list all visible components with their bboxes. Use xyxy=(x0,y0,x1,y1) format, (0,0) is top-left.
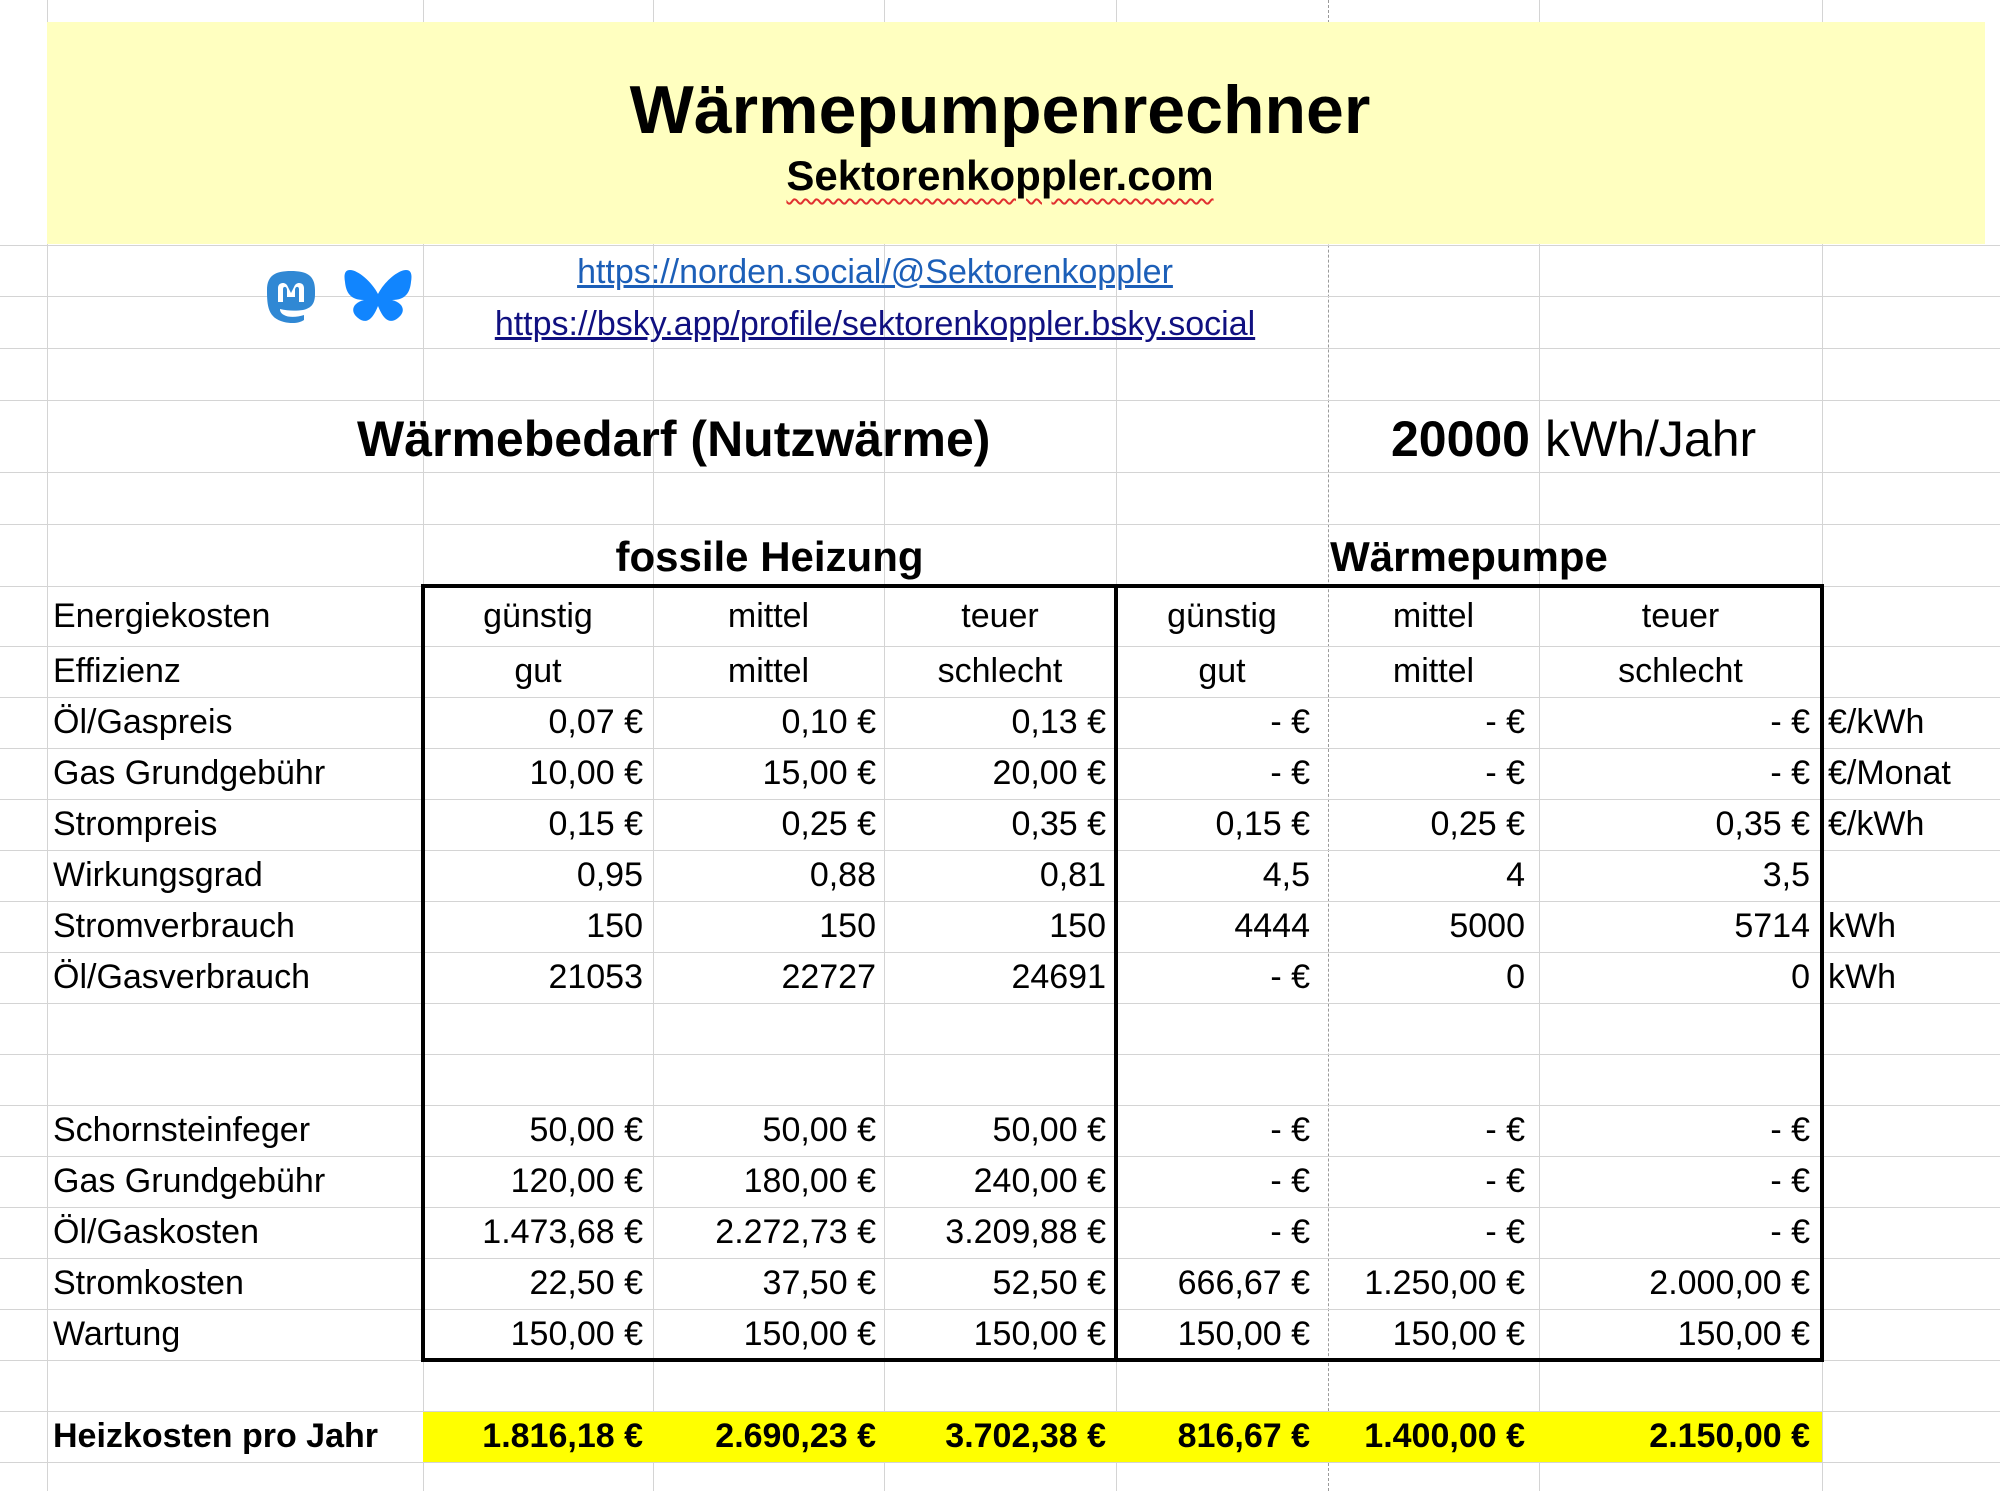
value-cell[interactable]: 5714 xyxy=(1734,907,1810,945)
value-cell[interactable]: 0,35 € xyxy=(1715,805,1810,843)
group-header-heatpump: Wärmepumpe xyxy=(1330,533,1608,580)
value-cell[interactable]: - € xyxy=(1485,703,1525,741)
value-cell[interactable]: 0 xyxy=(1791,958,1810,996)
value-cell: - € xyxy=(1485,1111,1525,1149)
unit-cell: €/kWh xyxy=(1828,805,1925,843)
value-cell: 180,00 € xyxy=(743,1162,876,1200)
value-cell: 666,67 € xyxy=(1177,1264,1310,1302)
row-label: Gas Grundgebühr xyxy=(53,1162,326,1200)
value-cell[interactable]: 22727 xyxy=(781,958,876,996)
value-cell: 1.473,68 € xyxy=(482,1213,643,1251)
value-cell[interactable]: 0,25 € xyxy=(1430,805,1525,843)
value-cell[interactable]: 10,00 € xyxy=(529,754,643,792)
value-cell[interactable]: 0,88 xyxy=(809,856,876,894)
value-cell: 150,00 € xyxy=(1677,1315,1810,1353)
grid-row-line xyxy=(0,245,2000,246)
total-cell: 2.150,00 € xyxy=(1649,1417,1810,1455)
value-cell[interactable]: 3,5 xyxy=(1762,856,1810,894)
value-cell: 2.272,73 € xyxy=(715,1213,876,1251)
value-cell: - € xyxy=(1770,1111,1810,1149)
value-cell[interactable]: - € xyxy=(1270,703,1310,741)
value-cell[interactable]: 0,25 € xyxy=(781,805,876,843)
value-cell[interactable]: 0,13 € xyxy=(1011,703,1106,741)
value-cell[interactable]: 24691 xyxy=(1011,958,1106,996)
value-cell: 50,00 € xyxy=(762,1111,876,1149)
value-cell: 50,00 € xyxy=(992,1111,1106,1149)
value-cell[interactable]: 150 xyxy=(819,907,876,945)
total-cell: 1.816,18 € xyxy=(482,1417,643,1455)
row-label: Wirkungsgrad xyxy=(53,856,263,894)
value-cell: 22,50 € xyxy=(529,1264,643,1302)
header-cell: teuer xyxy=(1641,597,1720,635)
value-cell[interactable]: 15,00 € xyxy=(762,754,876,792)
value-cell: - € xyxy=(1485,1162,1525,1200)
value-cell: 150,00 € xyxy=(973,1315,1106,1353)
total-cell: 3.702,38 € xyxy=(945,1417,1106,1455)
header-cell: schlecht xyxy=(1618,652,1743,690)
value-cell[interactable]: 4,5 xyxy=(1262,856,1310,894)
header-cell: mittel xyxy=(1392,597,1475,635)
total-cell: 2.690,23 € xyxy=(715,1417,876,1455)
unit-cell: kWh xyxy=(1828,907,1896,945)
value-cell[interactable]: 20,00 € xyxy=(992,754,1106,792)
value-cell: 150,00 € xyxy=(1177,1315,1310,1353)
value-cell: 150,00 € xyxy=(510,1315,643,1353)
value-cell: 2.000,00 € xyxy=(1649,1264,1810,1302)
row-label: Wartung xyxy=(53,1315,181,1353)
unit-cell: kWh xyxy=(1828,958,1896,996)
total-cell: 1.400,00 € xyxy=(1364,1417,1525,1455)
total-cell: 816,67 € xyxy=(1177,1417,1310,1455)
value-cell: - € xyxy=(1270,1213,1310,1251)
value-cell[interactable]: 0,10 € xyxy=(781,703,876,741)
value-cell: - € xyxy=(1485,1213,1525,1251)
row-label: Energiekosten xyxy=(53,597,271,635)
value-cell[interactable]: 0 xyxy=(1506,958,1525,996)
unit-cell: €/Monat xyxy=(1828,754,1951,792)
row-label: Stromkosten xyxy=(53,1264,244,1302)
value-cell[interactable]: 5000 xyxy=(1449,907,1525,945)
total-label: Heizkosten pro Jahr xyxy=(53,1417,378,1455)
header-cell: gut xyxy=(1198,652,1246,690)
value-cell: - € xyxy=(1270,1162,1310,1200)
header-cell: mittel xyxy=(727,652,810,690)
value-cell[interactable]: - € xyxy=(1270,754,1310,792)
value-cell[interactable]: 0,07 € xyxy=(548,703,643,741)
value-cell: - € xyxy=(1770,1162,1810,1200)
value-cell[interactable]: 4444 xyxy=(1234,907,1310,945)
grid-row-line xyxy=(0,524,2000,525)
heat-demand-unit: kWh/Jahr xyxy=(1545,411,1757,467)
value-cell[interactable]: 21053 xyxy=(548,958,643,996)
page-title: Wärmepumpenrechner xyxy=(629,72,1371,148)
row-label: Stromverbrauch xyxy=(53,907,295,945)
subtitle-text: Sektorenkoppler.com xyxy=(786,152,1214,199)
header-cell: mittel xyxy=(1392,652,1475,690)
value-cell: 52,50 € xyxy=(992,1264,1106,1302)
unit-cell: €/kWh xyxy=(1828,703,1925,741)
row-label: Effizienz xyxy=(53,652,181,690)
value-cell[interactable]: - € xyxy=(1485,754,1525,792)
header-cell: günstig xyxy=(483,597,593,635)
value-cell[interactable]: 150 xyxy=(586,907,643,945)
bluesky-link[interactable]: https://bsky.app/profile/sektorenkoppler.bsky.social xyxy=(494,305,1256,343)
value-cell[interactable]: 0,35 € xyxy=(1011,805,1106,843)
value-cell: - € xyxy=(1770,1213,1810,1251)
header-cell: schlecht xyxy=(937,652,1063,690)
value-cell[interactable]: 0,15 € xyxy=(548,805,643,843)
header-cell: günstig xyxy=(1167,597,1277,635)
page-subtitle xyxy=(0,154,2000,198)
value-cell: - € xyxy=(1270,1111,1310,1149)
value-cell: 37,50 € xyxy=(762,1264,876,1302)
row-label: Öl/Gasverbrauch xyxy=(53,958,310,996)
value-cell[interactable]: 4 xyxy=(1506,856,1525,894)
value-cell[interactable]: 150 xyxy=(1049,907,1106,945)
grid-row-line xyxy=(0,348,2000,349)
value-cell[interactable]: 0,81 xyxy=(1039,856,1106,894)
group-header-fossil: fossile Heizung xyxy=(615,533,924,580)
row-label: Strompreis xyxy=(53,805,218,843)
header-cell: gut xyxy=(514,652,562,690)
header-cell: teuer xyxy=(961,597,1039,635)
value-cell: 50,00 € xyxy=(529,1111,643,1149)
heat-demand-label: Wärmebedarf (Nutzwärme) xyxy=(357,411,991,467)
heat-demand-value[interactable]: 20000 xyxy=(1390,411,1530,467)
mastodon-link[interactable]: https://norden.social/@Sektorenkoppler xyxy=(577,253,1173,291)
value-cell[interactable]: 0,95 xyxy=(576,856,643,894)
value-cell: 150,00 € xyxy=(743,1315,876,1353)
grid-row-line xyxy=(0,472,2000,473)
value-cell[interactable]: - € xyxy=(1770,754,1810,792)
row-label: Schornsteinfeger xyxy=(53,1111,311,1149)
value-cell: 1.250,00 € xyxy=(1364,1264,1525,1302)
value-cell[interactable]: - € xyxy=(1270,958,1310,996)
value-cell[interactable]: - € xyxy=(1770,703,1810,741)
row-label: Öl/Gaskosten xyxy=(53,1213,259,1251)
grid-row-line xyxy=(0,400,2000,401)
row-label: Öl/Gaspreis xyxy=(53,703,233,741)
value-cell: 150,00 € xyxy=(1392,1315,1525,1353)
row-label: Gas Grundgebühr xyxy=(53,754,326,792)
header-cell: mittel xyxy=(727,597,810,635)
value-cell: 240,00 € xyxy=(973,1162,1106,1200)
grid-row-line xyxy=(0,1462,2000,1463)
value-cell: 120,00 € xyxy=(510,1162,643,1200)
value-cell: 3.209,88 € xyxy=(945,1213,1106,1251)
value-cell[interactable]: 0,15 € xyxy=(1215,805,1310,843)
